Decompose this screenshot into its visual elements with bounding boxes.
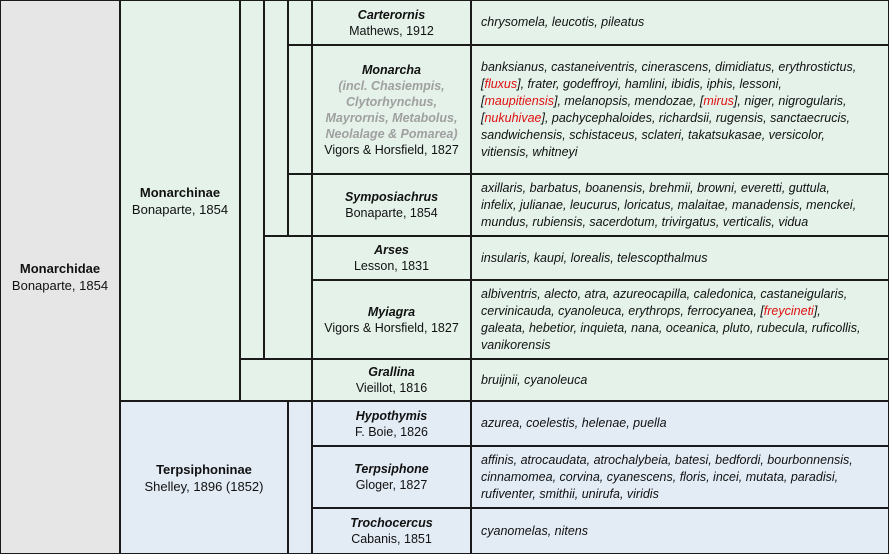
genus-name: Trochocercus <box>350 516 433 530</box>
genus-name: Monarcha <box>361 62 422 77</box>
subfamily-name: Terpsiphoninae <box>156 461 252 477</box>
species-text <box>481 415 667 432</box>
clade-bracket <box>240 359 312 401</box>
species-line <box>481 93 856 110</box>
species-line <box>481 337 860 354</box>
genus-authority: Gloger, 1827 <box>355 478 428 492</box>
bracketed-species: fluxus <box>484 76 518 91</box>
species-names: cyanomelas, nitens <box>481 523 589 538</box>
bracketed-species: mirus <box>703 93 734 108</box>
genus-authority: Bonaparte, 1854 <box>345 206 438 220</box>
species-names: rufiventer, smithii, unirufa, viridis <box>481 486 659 501</box>
clade-bracket <box>264 236 312 359</box>
species-text <box>481 372 587 389</box>
species-list <box>471 280 889 359</box>
family-monarchidae <box>0 0 120 554</box>
genus-name: Myiagra <box>367 304 416 319</box>
genus-name: Grallina <box>368 365 415 379</box>
species-text <box>481 452 853 503</box>
species-names: insularis, kaupi, lorealis, telescopthalmus <box>481 250 708 265</box>
species-line <box>481 250 708 267</box>
genus-monarcha <box>312 45 471 174</box>
species-line <box>481 180 856 197</box>
species-text <box>481 59 856 161</box>
genus-myiagra <box>312 280 471 359</box>
clade-bracket <box>288 45 312 174</box>
species-names: chrysomela, leucotis, pileatus <box>481 15 645 29</box>
species-names: ], pachycephaloides, richardsii, rugensis, sanctaecrucis, <box>541 110 850 125</box>
species-names: vitiensis, whitneyi <box>481 144 578 159</box>
species-names: galeata, hebetior, inquieta, nana, oceanica, pluto, rubecula, ruficollis, <box>481 320 861 335</box>
family-authority: Bonaparte, 1854 <box>11 278 109 293</box>
species-names: sandwichensis, schistaceus, sclateri, takatsukasae, versicolor, <box>481 127 825 142</box>
genus-trochocercus <box>312 508 471 554</box>
species-names: cinnamomea, corvina, cyanescens, floris, incei, mutata, paradisi, <box>481 469 839 484</box>
species-text <box>481 250 708 267</box>
bracketed-species: nukuhivae <box>484 110 542 125</box>
clade-bracket <box>264 0 288 236</box>
species-list <box>471 174 889 236</box>
species-names: bruijnii, cyanoleuca <box>481 372 588 387</box>
genus-name: Arses <box>374 243 409 257</box>
species-line <box>481 127 856 144</box>
species-names: azurea, coelestis, helenae, puella <box>481 416 667 430</box>
species-text <box>481 523 588 540</box>
genus-name: Carterornis <box>357 7 426 22</box>
species-names: [ <box>481 93 485 108</box>
species-line <box>481 452 853 469</box>
species-list <box>471 359 889 401</box>
species-line <box>481 303 860 320</box>
subfamily-name: Monarchinae <box>139 184 221 200</box>
species-line <box>481 372 587 389</box>
species-text <box>481 14 644 31</box>
species-line <box>481 486 853 503</box>
species-line <box>481 197 856 214</box>
genus-grallina <box>312 359 471 401</box>
species-list <box>471 508 889 554</box>
genus-authority: Cabanis, 1851 <box>351 532 432 546</box>
genus-name: Symposiachrus <box>344 190 439 204</box>
genus-authority: Vigors & Horsfield, 1827 <box>324 320 459 335</box>
species-line <box>481 286 860 303</box>
species-names: ], niger, nigrogularis, <box>733 93 847 108</box>
subfamily-terpsiphoninae <box>120 401 288 554</box>
genus-symposiachrus <box>312 174 471 236</box>
genus-terpsiphone <box>312 446 471 508</box>
genus-arses <box>312 236 471 280</box>
species-line <box>481 14 644 31</box>
subfamily-authority: Shelley, 1896 (1852) <box>144 478 264 494</box>
genus-authority: F. Boie, 1826 <box>355 424 428 439</box>
species-names: ], melanopsis, mendozae, [ <box>553 93 704 108</box>
genus-name: Terpsiphone <box>354 462 429 476</box>
clade-bracket <box>288 174 312 236</box>
species-line <box>481 320 860 337</box>
species-list <box>471 446 889 508</box>
genus-hypothymis <box>312 401 471 446</box>
species-line <box>481 76 856 93</box>
genus-authority: Vieillot, 1816 <box>355 381 428 395</box>
species-names: infelix, julianae, leucurus, loricatus, malaitae, manadensis, menckei, <box>481 197 857 212</box>
species-line <box>481 110 856 127</box>
species-names: albiventris, alecto, atra, azureocapilla, caledonica, castaneigularis, <box>481 286 848 301</box>
subfamily-monarchinae <box>120 0 240 401</box>
bracketed-species: maupitiensis <box>484 93 554 108</box>
species-names: banksianus, castaneiventris, cinerascens, dimidiatus, erythrostictus, <box>481 59 857 74</box>
species-names: vanikorensis <box>481 337 551 352</box>
clade-bracket <box>240 0 264 359</box>
species-list <box>471 401 889 446</box>
species-list <box>471 45 889 174</box>
genus-authority: Vigors & Horsfield, 1827 <box>324 142 459 157</box>
species-line <box>481 469 853 486</box>
species-text <box>481 286 860 354</box>
species-list <box>471 0 889 45</box>
species-line <box>481 59 856 76</box>
species-line <box>481 144 856 161</box>
subfamily-authority: Bonaparte, 1854 <box>131 201 229 217</box>
species-line <box>481 214 856 231</box>
species-names: ], frater, godeffroyi, hamlini, ibidis, iphis, lessoni, <box>517 76 782 91</box>
genus-carterornis <box>312 0 471 45</box>
genus-name: Hypothymis <box>355 408 428 423</box>
species-list <box>471 236 889 280</box>
included-genera: (incl. Chasiempis, Clytorhynchus, Mayrornis, Metabolus, Neolalage & Pomarea) <box>325 78 458 141</box>
species-names: axillaris, barbatus, boanensis, brehmii, browni, everetti, guttula, <box>481 180 830 195</box>
clade-bracket <box>288 401 312 554</box>
clade-bracket <box>288 0 312 45</box>
species-names: mundus, rubiensis, sacerdotum, trivirgatus, verticalis, vidua <box>481 214 809 229</box>
species-line <box>481 415 667 432</box>
species-names: [ <box>481 76 485 91</box>
species-text <box>481 180 856 231</box>
bracketed-species: freycineti <box>763 303 814 318</box>
species-names: affinis, atrocaudata, atrochalybeia, batesi, bedfordi, bourbonnensis, <box>481 452 853 467</box>
genus-authority: Lesson, 1831 <box>353 259 430 273</box>
species-names: ], <box>813 303 821 318</box>
family-name: Monarchidae <box>19 261 101 276</box>
species-names: [ <box>481 110 485 125</box>
species-names: cervinicauda, cyanoleuca, erythrops, ferrocyanea, [ <box>481 303 764 318</box>
species-line <box>481 523 588 540</box>
genus-authority: Mathews, 1912 <box>349 23 434 38</box>
